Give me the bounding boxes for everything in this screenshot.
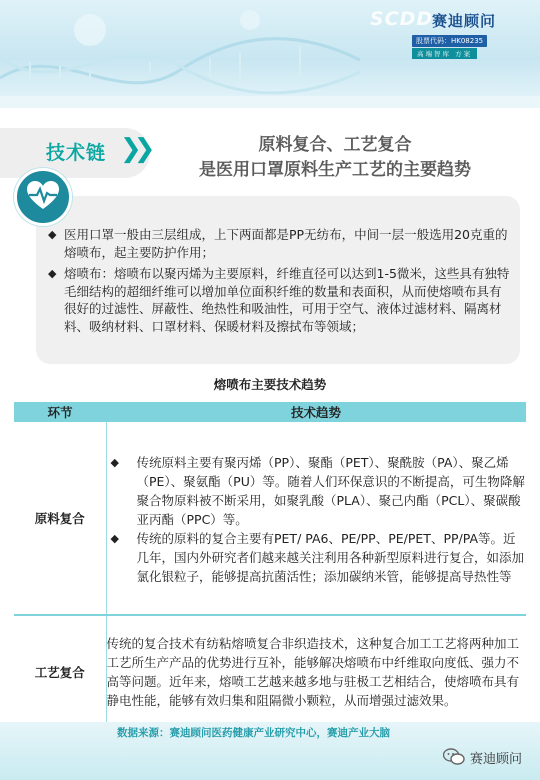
segment-cell: 工艺复合 xyxy=(14,615,106,728)
page-title-line2: 是医用口罩原料生产工艺的主要趋势 xyxy=(199,160,471,180)
column-header-segment: 环节 xyxy=(14,402,106,422)
table-row xyxy=(14,422,526,615)
data-source: 数据来源：赛迪顾问医药健康产业研究中心，赛迪产业大脑 xyxy=(117,727,390,739)
wechat-account-badge xyxy=(443,746,522,768)
diamond-bullet-icon: ◆ xyxy=(48,228,57,241)
double-chevron-icon: ❯❯ xyxy=(120,134,148,164)
column-header-trend: 技术趋势 xyxy=(106,402,526,422)
diamond-bullet-icon: ◆ xyxy=(110,531,119,545)
info-bullet-2 xyxy=(48,265,510,335)
info-bullet-1 xyxy=(48,226,510,261)
company-logo xyxy=(370,8,520,68)
info-bullet-text: 医用口罩一般由三层组成，上下两面都是PP无纺布，中间一层一般选用20克重的熔喷布，起主要防护作用； xyxy=(64,227,508,260)
segment-cell: 原料复合 xyxy=(14,422,106,615)
trend-table xyxy=(14,402,526,728)
section-tag: 技术链 xyxy=(46,142,107,164)
logo-name: 赛迪顾问 xyxy=(432,12,497,30)
page-title-line1: 原料复合、工艺复合 xyxy=(258,135,412,155)
wechat-account-name: 赛迪顾问 xyxy=(469,751,522,767)
diamond-bullet-icon: ◆ xyxy=(110,455,119,469)
trend-point-text: 传统原料主要有聚丙烯（PP）、聚酯（PET）、聚酰胺（PA）、聚乙烯（PE）、聚氨酯（PU）等。随着人们环保意识的不断提高，可生物降解聚合物原料被不断采用，如聚乳酸（PLA）、聚己内酯（PCL）、聚碳酸亚丙酯（PPC）等。 xyxy=(136,454,525,527)
logo-slogan: 高端智库 方案 xyxy=(412,48,477,59)
diamond-bullet-icon: ◆ xyxy=(48,267,57,280)
wechat-icon xyxy=(443,748,465,766)
trend-point-text: 传统的原料的复合主要有PET/ PA6、PE/PP、PE/PET、PP/PA等。近几年，国内外研究者们越来越关注利用各种新型原料进行复合，如添加氯化银粒子，能够提高抗菌活性；添加碳纳米管，能够提高导热性等 xyxy=(136,530,525,584)
trend-point xyxy=(107,529,527,586)
trend-point xyxy=(107,453,527,529)
table-title: 熔喷布主要技术趋势 xyxy=(213,377,327,392)
stock-code: 股票代码：HK08235 xyxy=(412,35,487,47)
info-bullet-text: 熔喷布：熔喷布以聚丙烯为主要原料，纤维直径可以达到1-5微米，这些具有独特毛细结构的超细纤维可以增加单位面积纤维的数量和表面积，从而使熔喷布具有很好的过滤性、屏蔽性、绝热性和吸油性，可用于空气、液体过滤材料、隔离材料、吸纳材料、口罩材料、保暖材料及擦拭布等领域； xyxy=(64,266,510,334)
table-row xyxy=(14,615,526,728)
header-banner xyxy=(0,0,540,108)
trend-cell: 传统的复合技术有纺粘熔喷复合非织造技术，这种复合加工工艺将两种加工工艺所生产产品的优势进行互补，能够解决熔喷布中纤维取向度低、强力不高等问题。近年来，熔喷工艺越来越多地与驻极工艺相结合，使熔喷布具有静电性能，能够有效归集和阻隔微小颗粒，从而增强过滤效果。 xyxy=(106,636,520,708)
table-header-row xyxy=(14,402,526,422)
heart-pulse-icon xyxy=(14,168,72,226)
logo-mark: SCDD xyxy=(370,8,434,30)
trend-cell xyxy=(106,422,526,615)
